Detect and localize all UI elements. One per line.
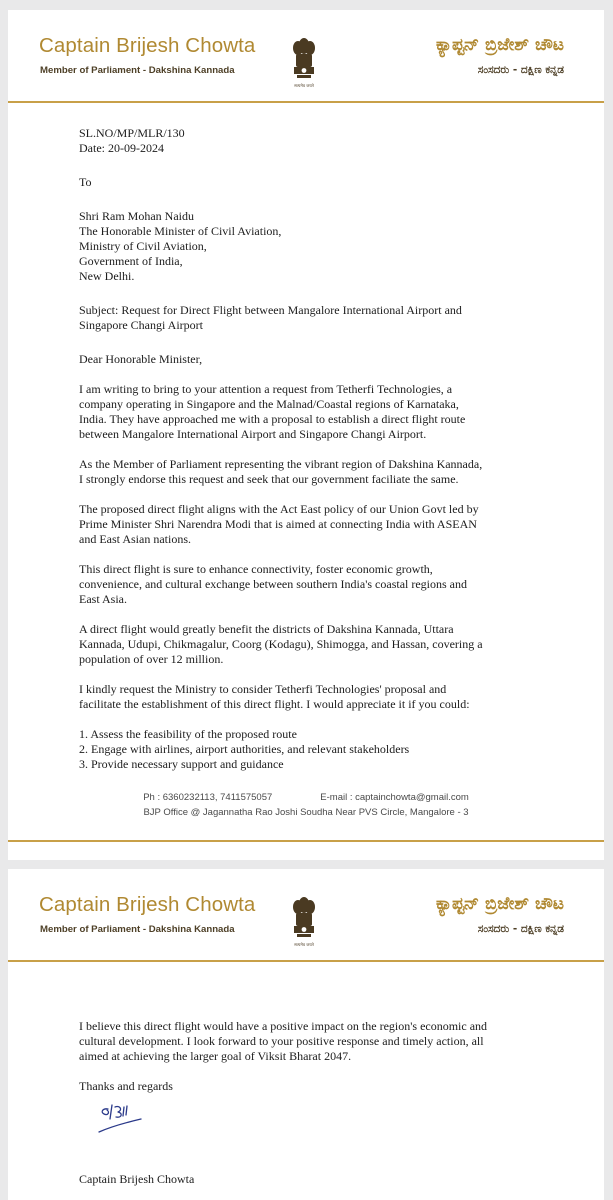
text-line: India. They have approached me with a proposal to establish a direct flight route [79,412,466,426]
text-line: This direct flight is sure to enhance connectivity, foster economic growth, [79,562,433,576]
text-line: facilitate the establishment of this direct flight. I would appreciate it if you could: [79,697,470,711]
footer-divider [8,840,604,842]
list-item: 3. Provide necessary support and guidance [79,757,284,771]
letterhead-name-en: Captain Brijesh Chowta [39,34,256,57]
letter-page-1 [8,10,604,860]
text-line: As the Member of Parliament representing the vibrant region of Dakshina Kannada, [79,457,483,471]
letter-page-2 [8,869,604,1200]
letterhead-name-kn: ಕ್ಯಾಪ್ಟನ್ ಬ್ರಿಜೇಶ್ ಚೌಟ [436,894,564,914]
footer-office-address: BJP Office @ Jagannatha Rao Joshi Soudha Near PVS Circle, Mangalore - 3 [143,807,469,818]
closing-paragraph [79,1019,549,1064]
paragraph [79,382,549,442]
list-item: 1. Assess the feasibility of the proposed route [79,727,297,741]
national-emblem-icon [288,35,320,91]
paragraph [79,457,549,487]
footer-phone: Ph : 6360232113, 7411575057 [143,792,273,803]
text-line: Kannada, Udupi, Chikmagalur, Coorg (Kodagu), Shimogga, and Hassan, covering a [79,637,483,651]
text-line: convenience, and cultural exchange between southern India's coastal regions and [79,577,468,591]
letterhead-name-kn: ಕ್ಯಾಪ್ಟನ್ ಬ್ರಿಜೇಶ್ ಚೌಟ [436,35,564,55]
letterhead [8,869,604,961]
letterhead [8,10,604,102]
address-line: New Delhi. [79,269,135,283]
letterhead-title-kn: ಸಂಸದರು - ದಕ್ಷಿಣ ಕನ್ನಡ [477,64,564,76]
sign-off: Thanks and regards [79,1079,173,1093]
footer-email: E-mail : captainchowta@gmail.com [320,792,469,803]
address-line: Shri Ram Mohan Naidu [79,209,194,223]
letter-body-continued [79,1019,549,1094]
text-line: cultural development. I look forward to your positive response and timely action, all [79,1034,484,1048]
handwritten-signature [94,1101,146,1139]
text-line: and East Asian nations. [79,532,191,546]
subject [79,303,549,333]
reference-number: SL.NO/MP/MLR/130 [79,126,185,140]
address-line: Ministry of Civil Aviation, [79,239,207,253]
subject-line: Subject: Request for Direct Flight between Mangalore International Airport and [79,303,462,317]
letterhead-footer [8,792,604,818]
text-line: population of over 12 million. [79,652,224,666]
text-line: I am writing to bring to your attention a request from Tetherfi Technologies, a [79,382,453,396]
emblem-caption: सत्यमेव जयते [294,942,314,947]
letter-body [79,126,549,772]
text-line: between Mangalore International Airport and Singapore Changi Airport. [79,427,427,441]
text-line: East Asia. [79,592,127,606]
letterhead-title-en: Member of Parliament - Dakshina Kannada [40,924,235,935]
to-label: To [79,175,92,189]
letterhead-title-en: Member of Parliament - Dakshina Kannada [40,65,235,76]
subject-line: Singapore Changi Airport [79,318,203,332]
request-list [79,727,549,772]
letter-date: Date: 20-09-2024 [79,141,164,155]
text-line: I believe this direct flight would have a positive impact on the region's economic and [79,1019,488,1033]
list-item: 2. Engage with airlines, airport authorities, and relevant stakeholders [79,742,410,756]
letterhead-title-kn: ಸಂಸದರು - ದಕ್ಷಿಣ ಕನ್ನಡ [477,923,564,935]
paragraph [79,622,549,667]
paragraph [79,502,549,547]
salutation: Dear Honorable Minister, [79,352,203,366]
paragraph [79,562,549,607]
text-line: A direct flight would greatly benefit the districts of Dakshina Kannada, Uttara [79,622,454,636]
recipient-address [79,209,549,284]
header-divider [8,960,604,962]
text-line: I kindly request the Ministry to consider Tetherfi Technologies' proposal and [79,682,447,696]
address-line: The Honorable Minister of Civil Aviation, [79,224,282,238]
signatory-name: Captain Brijesh Chowta [79,1172,195,1186]
text-line: The proposed direct flight aligns with the Act East policy of our Union Govt led by [79,502,479,516]
text-line: company operating in Singapore and the Malnad/Coastal regions of Karnataka, [79,397,459,411]
paragraph [79,682,549,712]
emblem-caption: सत्यमेव जयते [294,83,314,88]
letterhead-name-en: Captain Brijesh Chowta [39,893,256,916]
text-line: aimed at achieving the larger goal of Viksit Bharat 2047. [79,1049,352,1063]
text-line: Prime Minister Shri Narendra Modi that is aimed at connecting India with ASEAN [79,517,477,531]
national-emblem-icon [288,894,320,950]
address-line: Government of India, [79,254,183,268]
text-line: I strongly endorse this request and seek that our government faciliate the same. [79,472,459,486]
header-divider [8,101,604,103]
